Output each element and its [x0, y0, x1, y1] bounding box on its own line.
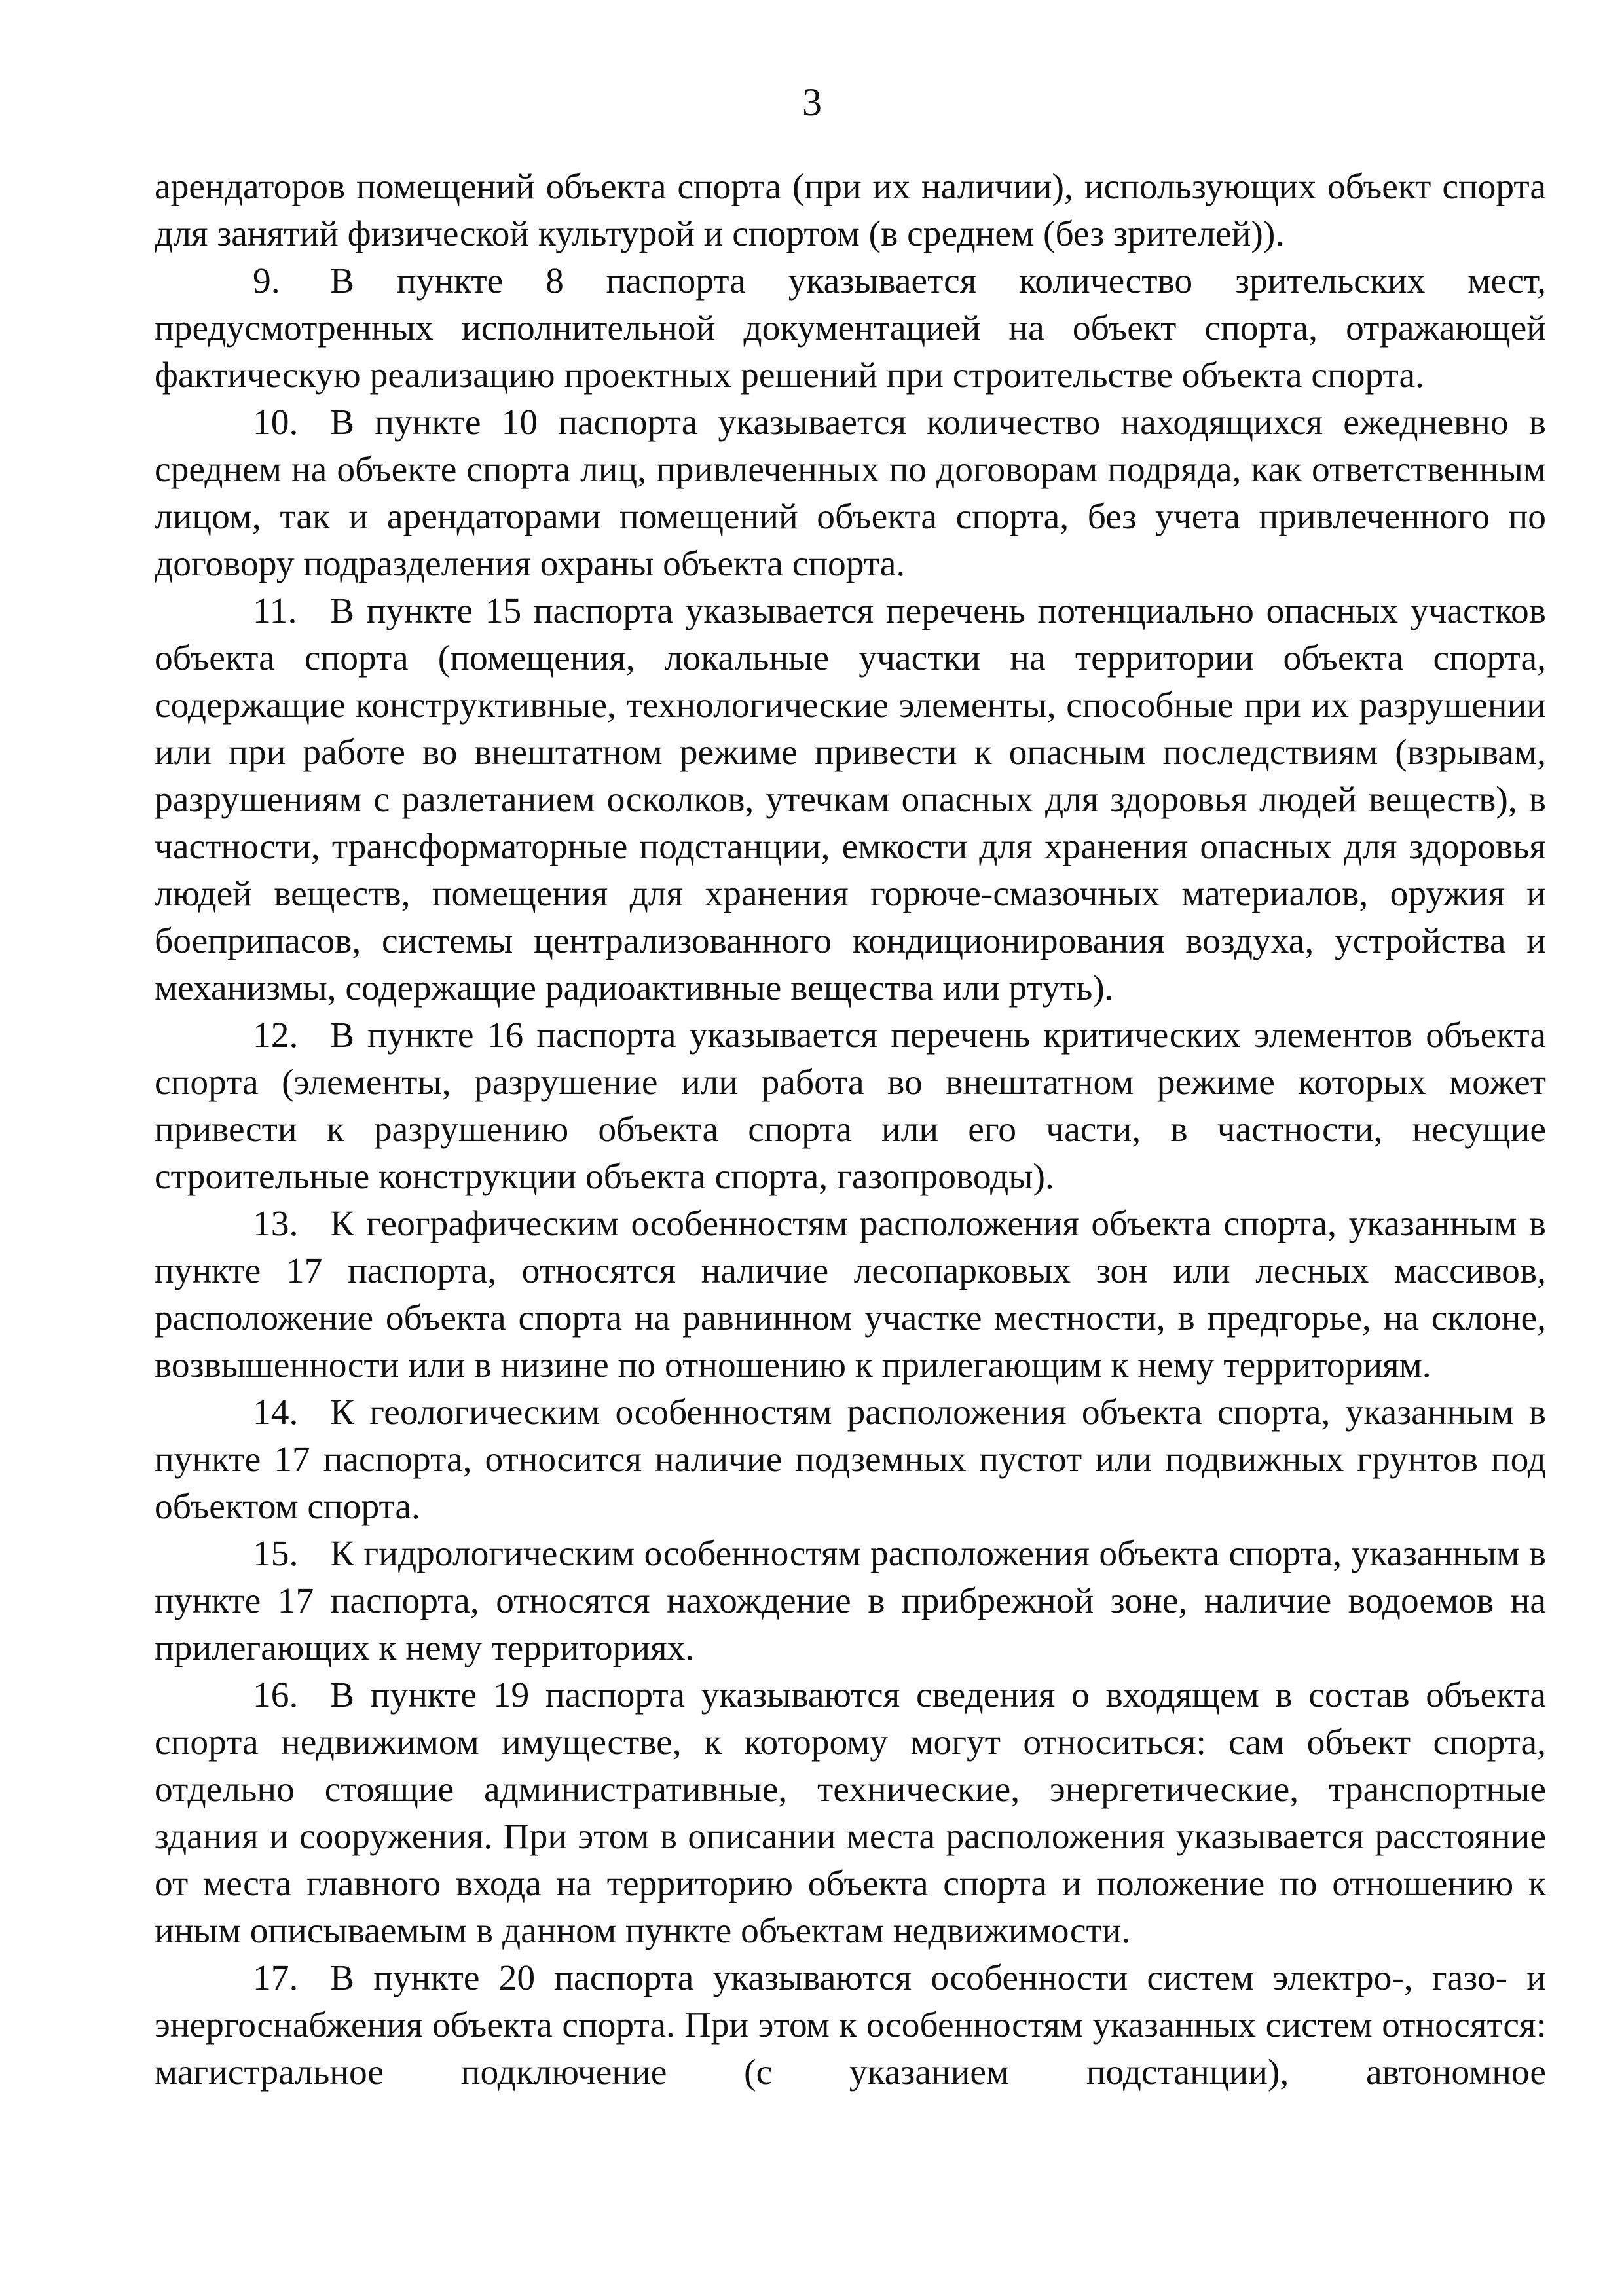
- paragraph-text: В пункте 16 паспорта указывается перечень критических элементов объекта спорта (элементы, разрушение или работа во внештатном режиме которых может привести к разрушению объекта спорта или его части, в частности, несущие строительные конструкции объекта спорта, газопроводы).: [155, 1015, 1546, 1197]
- paragraph-text: К географическим особенностям расположения объекта спорта, указанным в пункте 17 паспорта, относятся наличие лесопарковых зон или лесных массивов, расположение объекта спорта на равнинном участке местности, в предгорье, на склоне, возвышенности или в низине по отношению к прилегающим к нему территориям.: [155, 1204, 1546, 1385]
- paragraph-15: [155, 1531, 1546, 1672]
- paragraph-17: [155, 1955, 1546, 2096]
- paragraph-text: К геологическим особенностям расположения объекта спорта, указанным в пункте 17 паспорта, относится наличие подземных пустот или подвижных грунтов под объектом спорта.: [155, 1393, 1546, 1527]
- intro-paragraph: арендаторов помещений объекта спорта (при их наличии), использующих объект спорта для занятий физической культурой и спортом (в среднем (без зрителей)).: [155, 167, 1546, 254]
- paragraph-text: В пункте 8 паспорта указывается количество зрительских мест, предусмотренных исполнительной документацией на объект спорта, отражающей фактическую реализацию проектных решений при строительстве объекта спорта.: [155, 261, 1546, 395]
- paragraph-number: 15.: [253, 1534, 299, 1574]
- paragraph-text: К гидрологическим особенностям расположения объекта спорта, указанным в пункте 17 паспорта, относятся нахождение в прибрежной зоне, наличие водоемов на прилегающих к нему территориях.: [155, 1534, 1546, 1668]
- paragraph-16: [155, 1672, 1546, 1955]
- paragraph-text: В пункте 19 паспорта указываются сведения о входящем в состав объекта спорта недвижимом имуществе, к которому могут относиться: сам объект спорта, отдельно стоящие административные, технические, энергетические, транспортные здания и сооружения. При этом в описании места расположения указывается расстояние от места главного входа на территорию объекта спорта и положение по отношению к иным описываемым в данном пункте объектам недвижимости.: [155, 1675, 1546, 1951]
- paragraph-number: 12.: [253, 1015, 299, 1055]
- paragraph-number: 11.: [253, 591, 297, 631]
- paragraph-9: [155, 258, 1546, 399]
- paragraph-number: 10.: [253, 403, 299, 443]
- paragraph-text: В пункте 20 паспорта указываются особенности систем электро-, газо- и энергоснабжения объекта спорта. При этом к особенностям указанных систем относятся: магистральное подключение (с указанием подстанции), автономное: [155, 1958, 1546, 2092]
- page-number: 3: [802, 81, 822, 124]
- paragraph-text: В пункте 10 паспорта указывается количество находящихся ежедневно в среднем на объекте спорта лиц, привлеченных по договорам подряда, как ответственным лицом, так и арендаторами помещений объекта спорта, без учета привлеченного по договору подразделения охраны объекта спорта.: [155, 403, 1546, 584]
- paragraph-text: В пункте 15 паспорта указывается перечень потенциально опасных участков объекта спорта (помещения, локальные участки на территории объекта спорта, содержащие конструктивные, технологические элементы, способные при их разрушении или при работе во внештатном режиме привести к опасным последствиям (взрывам, разрушениям с разлетанием осколков, утечкам опасных для здоровья людей веществ), в частности, трансформаторные подстанции, емкости для хранения опасных для здоровья людей веществ, помещения для хранения горюче-смазочных материалов, оружия и боеприпасов, системы централизованного кондиционирования воздуха, устройства и механизмы, содержащие радиоактивные вещества или ртуть).: [155, 591, 1546, 1008]
- paragraph-number: 9.: [253, 261, 280, 301]
- paragraph-number: 17.: [253, 1958, 299, 1998]
- paragraph-14: [155, 1389, 1546, 1531]
- paragraph-10: [155, 399, 1546, 588]
- document-body: [155, 164, 1546, 2096]
- paragraph-number: 14.: [253, 1393, 299, 1432]
- paragraph-13: [155, 1201, 1546, 1389]
- paragraph-11: [155, 588, 1546, 1012]
- paragraph-number: 16.: [253, 1675, 299, 1715]
- paragraph-number: 13.: [253, 1204, 299, 1244]
- paragraph-12: [155, 1012, 1546, 1201]
